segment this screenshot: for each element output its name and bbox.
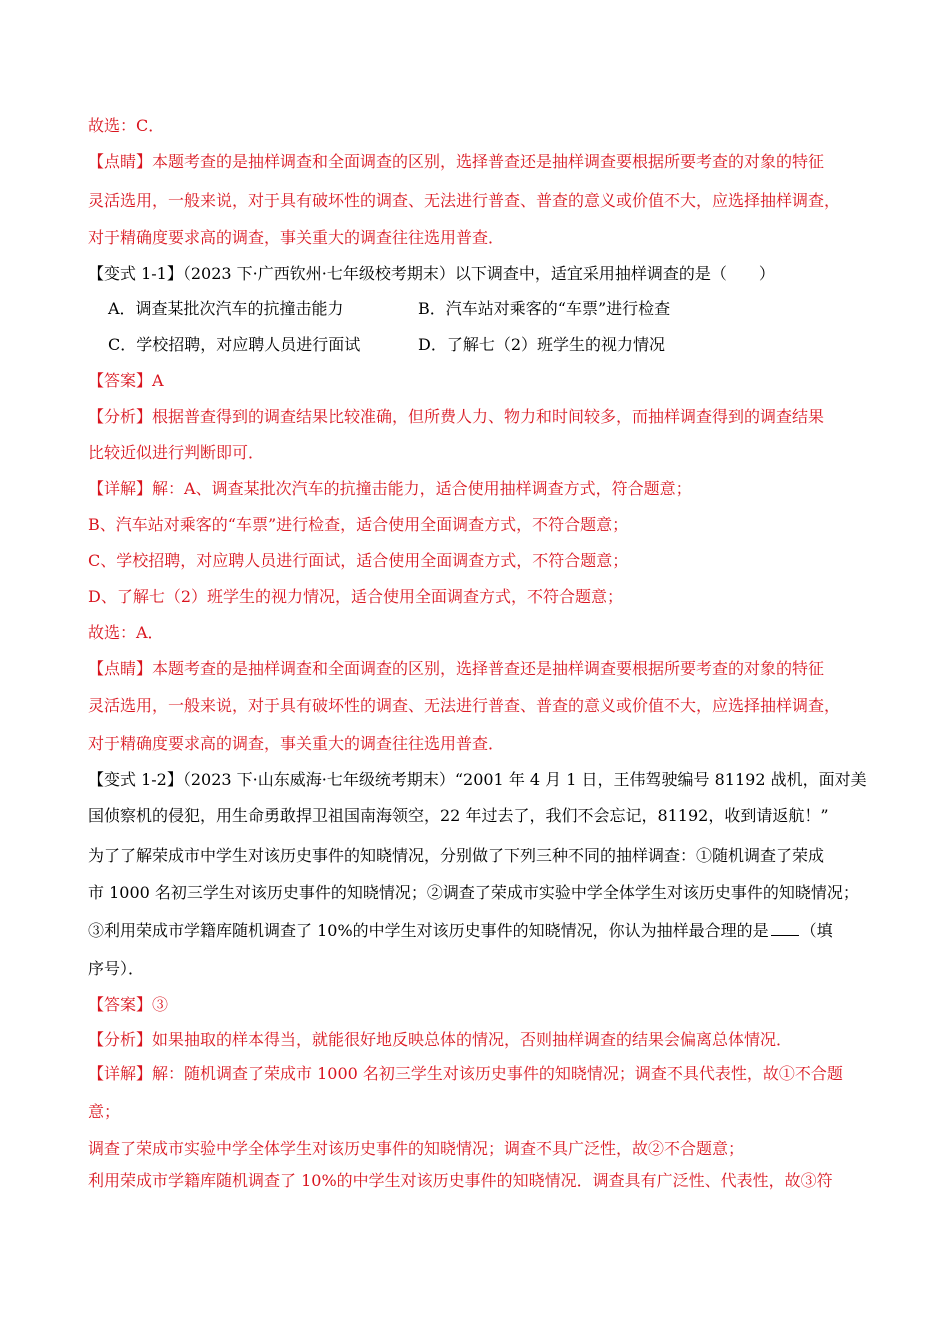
option-b: B．汽车站对乘客的“车票”进行检查 (418, 299, 671, 318)
question-tag: 【变式 1-2】 (88, 770, 183, 789)
conclusion-line: 故选：A． (88, 623, 164, 642)
remark-line-1 (88, 658, 878, 680)
solution-line-2: 意； (88, 1102, 121, 1121)
answer-line (88, 994, 878, 1016)
question-1-2-stem-line-4: 市 1000 名初三学生对该历史事件的知晓情况；②调查了荣成市实验中学全体学生对该历史事件的知晓情况； (88, 883, 859, 902)
solution-line-4: 利用荣成市学籍库随机调查了 10%的中学生对该历史事件的知晓情况．调查具有广泛性、代表性，故③符 (88, 1171, 833, 1190)
question-1-2-stem-line-1 (88, 769, 878, 791)
question-1-2-stem-line-2: 国侦察机的侵犯，用生命勇敢捍卫祖国南海领空，22 年过去了，我们不会忘记，81192，收到请返航！” (88, 806, 829, 825)
solution-line-4: D、了解七（2）班学生的视力情况，适合使用全面调查方式，不符合题意； (88, 587, 624, 606)
answer-tag: 【答案】 (88, 371, 153, 390)
conclusion-text: 故选：C． (88, 116, 165, 135)
question-1-2-stem-line-3: 为了了解荣成市中学生对该历史事件的知晓情况，分别做了下列三种不同的抽样调查：①随机调查了荣成 (88, 846, 825, 865)
remark-line-3: 对于精确度要求高的调查，事关重大的调查往往选用普查． (88, 734, 505, 753)
option-d: D．了解七（2）班学生的视力情况 (418, 335, 666, 354)
remark-line-2: 灵活选用，一般来说，对于具有破坏性的调查、无法进行普查、普查的意义或价值不大，应选择抽样调查， (88, 696, 841, 715)
solution-line-1 (88, 478, 878, 500)
question-1-1-stem (88, 263, 878, 285)
solution-line-1 (88, 1063, 878, 1085)
solution-tag: 【详解】 (88, 1064, 153, 1083)
question-stem-text: （2023 下·山东威海·七年级统考期末）“2001 年 4 月 1 日，王伟驾驶编号 81192 战机，面对美 (182, 770, 867, 789)
solution-line-3: C、学校招聘，对应聘人员进行面试，适合使用全面调查方式，不符合题意； (88, 551, 629, 570)
solution-line-3: 调查了荣成市实验中学全体学生对该历史事件的知晓情况；调查不具广泛性，故②不合题意； (88, 1139, 745, 1158)
remark-line-2: 灵活选用，一般来说，对于具有破坏性的调查、无法进行普查、普查的意义或价值不大，应选择抽样调查， (88, 191, 841, 210)
answer-value: A (152, 371, 164, 390)
analysis-text: 如果抽取的样本得当，就能很好地反映总体的情况，否则抽样调查的结果会偏离总体情况． (152, 1030, 793, 1049)
conclusion-line (88, 115, 878, 137)
remark-tag: 【点睛】 (88, 152, 153, 171)
question-stem-text: （2023 下·广西钦州·七年级校考期末）以下调查中，适宜采用抽样调查的是（ ） (182, 264, 775, 283)
fill-blank (771, 921, 799, 936)
analysis-line-1 (88, 406, 878, 428)
stem-text: （填 (800, 921, 833, 940)
analysis-tag: 【分析】 (88, 407, 153, 426)
remark-text: 本题考查的是抽样调查和全面调查的区别，选择普查还是抽样调查要根据所要考查的对象的特征 (152, 659, 825, 678)
analysis-line-2: 比较近似进行判断即可． (88, 443, 265, 462)
option-c: C．学校招聘，对应聘人员进行面试 (108, 335, 361, 354)
answer-line (88, 370, 878, 392)
solution-text: 解：A、调查某批次汽车的抗撞击能力，适合使用抽样调查方式，符合题意； (152, 479, 692, 498)
solution-text: 解：随机调查了荣成市 1000 名初三学生对该历史事件的知晓情况；调查不具代表性，故①不合题 (152, 1064, 843, 1083)
question-1-2-stem-line-6: 序号）． (88, 959, 145, 978)
remark-line-3: 对于精确度要求高的调查，事关重大的调查往往选用普查． (88, 228, 505, 247)
answer-value: ③ (152, 995, 169, 1014)
remark-text: 本题考查的是抽样调查和全面调查的区别，选择普查还是抽样调查要根据所要考查的对象的特征 (152, 152, 825, 171)
remark-line-1 (88, 151, 878, 173)
solution-line-2: B、汽车站对乘客的“车票”进行检查，适合使用全面调查方式，不符合题意； (88, 515, 629, 534)
question-1-2-stem-line-5 (88, 920, 878, 942)
answer-tag: 【答案】 (88, 995, 153, 1014)
question-tag: 【变式 1-1】 (88, 264, 183, 283)
stem-text: ③利用荣成市学籍库随机调查了 10%的中学生对该历史事件的知晓情况，你认为抽样最合理的是 (88, 921, 769, 940)
analysis-text: 根据普查得到的调查结果比较准确，但所费人力、物力和时间较多，而抽样调查得到的调查结果 (152, 407, 825, 426)
remark-tag: 【点睛】 (88, 659, 153, 678)
analysis-line-1 (88, 1029, 878, 1051)
solution-tag: 【详解】 (88, 479, 153, 498)
option-a: A．调查某批次汽车的抗撞击能力 (108, 299, 344, 318)
analysis-tag: 【分析】 (88, 1030, 153, 1049)
